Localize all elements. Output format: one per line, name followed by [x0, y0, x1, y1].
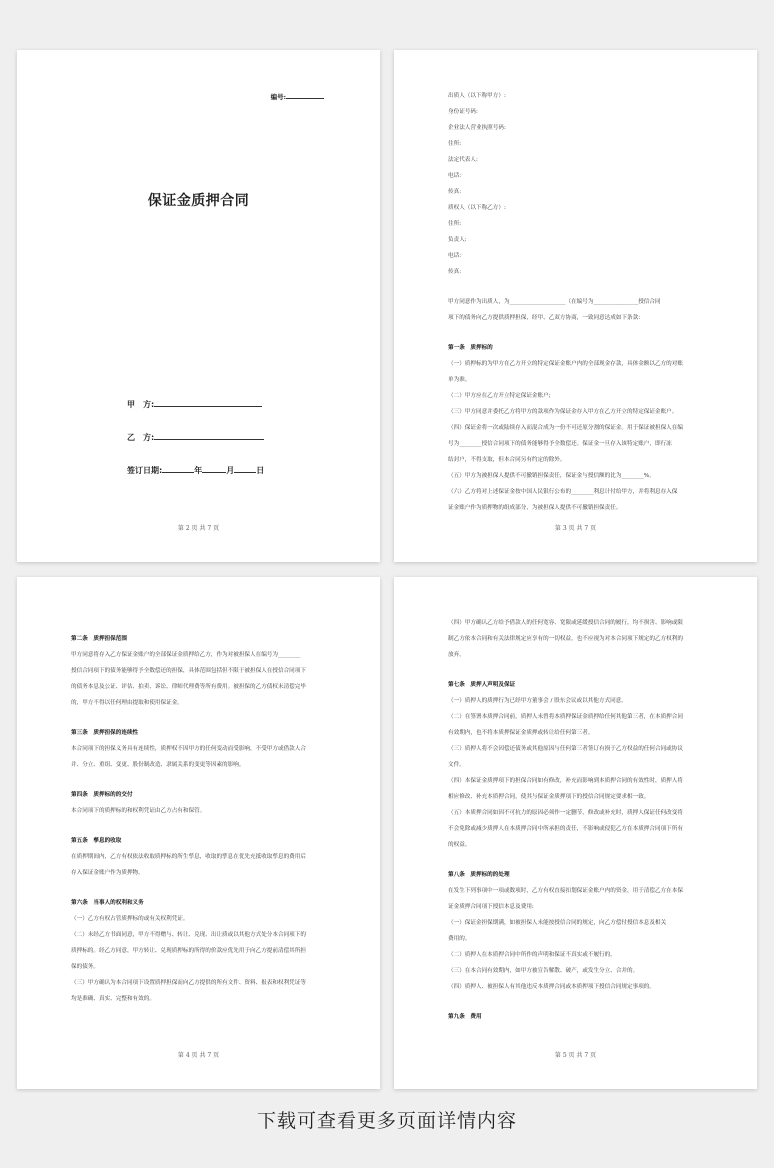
- clause-line: 的，甲方不得以任何理由提取和使用保证金。: [71, 700, 183, 706]
- clause-line: （三）在本合同有效期内，如甲方被宣告解散、破产，或发生分立、合并的。: [448, 968, 639, 974]
- party-b-label: 乙 方:: [127, 433, 155, 442]
- month-label: 月: [226, 466, 235, 475]
- party-line: 负责人:: [448, 237, 467, 243]
- article-heading: 第三条 质押担保的连续性: [71, 730, 139, 736]
- article-heading: 第二条 质押担保范围: [71, 636, 127, 642]
- clause-line: 在质押期间内，乙方有权依法收取质押标的所生孳息，收取的孳息在优先充抵收取孳息的费用后: [71, 854, 306, 860]
- clause-line: （三）甲方同意并委托乙方将甲方的款项作为保证金存入甲方在乙方开立的特定保证金账户。: [448, 409, 678, 415]
- clause-line: （四）保证金将一次或陆续存入而混合成为一份不可还原分割的保证金。用于保证被担保人在编: [448, 425, 683, 431]
- article-heading: 第九条 费用: [448, 1014, 482, 1020]
- party-line: 身份证号码:: [448, 109, 478, 115]
- contract-page-5: [394, 577, 757, 1089]
- party-a-blank: [154, 398, 262, 407]
- month-blank: [202, 464, 226, 473]
- page-footer: 第 5 页 共 7 页: [554, 1052, 597, 1059]
- clause-line: 不会免除或减少质押人在本质押合同中所承担的责任，不影响或侵犯乙方在本质押合同项下所有: [448, 826, 683, 832]
- clause-line: （一）乙方有权占管质押标的或有关权利凭证。: [71, 916, 189, 922]
- party-line: 企业法人营业执照号码:: [448, 125, 506, 131]
- clause-line: 的权益。: [448, 842, 471, 848]
- article-heading: 第一条 质押标的: [448, 345, 493, 351]
- parties-list: [448, 88, 705, 280]
- day-blank: [234, 464, 256, 473]
- clause-line: 制乙方依本合同和有关法律规定应享有的一切权益，也不应视为对本合同项下规定的乙方权利的: [448, 636, 683, 642]
- clause-line: 本合同项下的质押标的和权利凭证由乙方占有和保管。: [71, 808, 206, 814]
- party-line: 住所:: [448, 221, 462, 227]
- page-footer: 第 4 页 共 7 页: [177, 1052, 220, 1059]
- contract-title: 保证金质押合同: [147, 193, 250, 209]
- article-heading: 第四条 质押标的的交付: [71, 792, 133, 798]
- clause-line: （二）在签署本质押合同前，质押人未曾将本质押保证金质押给任何其他第三者，在本质押合同: [448, 714, 683, 720]
- article-heading: 第五条 孳息的收取: [71, 838, 122, 844]
- party-line: 传真:: [448, 269, 462, 275]
- clause-line: （二）质押人在本质押合同中所作的声明和保证不真实或不履行的。: [448, 952, 616, 958]
- day-label: 日: [256, 466, 265, 475]
- party-a-field: [127, 398, 262, 410]
- clause-line: （一）质押人的质押行为已经甲方董事会 / 股东会议或以其他方式同意。: [448, 698, 627, 704]
- clause-line: （四）质押人、被担保人有其他违反本质押合同或本质押项下授信合同规定事项的。: [448, 984, 655, 990]
- clause-line: 的债务本息及公证、评估、拍卖、诉讼、律师代理费等所有费用。被担保的乙方债权未清偿完毕: [71, 684, 306, 690]
- party-line: 传真:: [448, 189, 462, 195]
- contract-number-field: [271, 92, 324, 101]
- article-heading: 第六条 当事人的权利和义务: [71, 900, 144, 906]
- clause-line: （四）甲方确认乙方给予借款人的任何宽容、宽限或延缓授信合同的履行，均不损害、影响或限: [448, 620, 683, 626]
- article-heading: 第七条 质押人声明及保证: [448, 682, 516, 688]
- clause-line: 相应修改、补充本质押合同，使其与保证金质押项下的授信合同规定要求相一致。: [448, 794, 650, 800]
- intro-line: 甲方同意作为出质人，为____________________（在编号为________________授信合同: [448, 299, 661, 305]
- party-line: 电话:: [448, 173, 462, 179]
- sign-date-label: 签订日期:: [127, 466, 163, 475]
- clause-line: 质押标的。经乙方同意，甲方转让、兑现质押标的所得的价款应优先用于向乙方提前清偿其所担: [71, 948, 306, 954]
- clause-line: （五）本质押合同如因不可抗力的原因必须作一定删节，修改或补充时，质押人保证任何改变将: [448, 810, 683, 816]
- page-body: [448, 88, 705, 516]
- clause-line: 证金质押合同项下授信本息及费用:: [448, 904, 534, 910]
- clause-line: 甲方同意将存入乙方保证金账户的全部保证金质押给乙方，作为对被担保人在编号为________: [71, 652, 301, 658]
- contract-number-label: 编号:: [270, 93, 286, 101]
- contract-cover-page: [17, 50, 380, 562]
- clause-line: 号为________授信合同项下的债务能够得予全数偿还。保证金一旦存入该特定账户，即行冻: [448, 441, 672, 447]
- clause-line: 并、分立、重组、变更、股份制改造、隶属关系的变更等因素的影响。: [71, 762, 245, 768]
- clause-line: （四）本保证金质押项下的担保合同如有修改，补充而影响到本质押合同的有效性时，质押人将: [448, 778, 683, 784]
- clause-line: （三）质押人将不会因偿还债务或其他原因与任何第三者签订有损于乙方权益的任何合同或协议: [448, 746, 683, 752]
- clause-line: 均是准确、真实、完整和有效的。: [71, 996, 155, 1002]
- clause-line: 费用的。: [448, 936, 471, 942]
- party-b-field: [127, 431, 264, 443]
- clause-line: （一）质押标的为甲方在乙方开立的特定保证金账户内的全部现金存款，具体金额以乙方的对账: [448, 361, 683, 367]
- clause-line: （六）乙方将对上述保证金按中国人民银行公布的________利息计付给甲方，并将利息存入保: [448, 489, 678, 495]
- year-blank: [162, 464, 194, 473]
- sign-date-field: [127, 464, 264, 476]
- party-line: 住所:: [448, 141, 462, 147]
- intro-line: 项下的债务向乙方提供质押担保，经甲、乙双方协商，一致同意达成如下条款:: [448, 315, 641, 321]
- contract-page-4: [17, 577, 380, 1089]
- clause-line: 存入保证金账户作为质押物。: [71, 870, 144, 876]
- party-line: 电话:: [448, 253, 462, 259]
- clause-line: 保的债务。: [71, 964, 99, 970]
- clause-line: 单为准。: [448, 377, 471, 383]
- page-footer: 第 2 页 共 7 页: [177, 525, 220, 532]
- clause-line: 证金账户作为质押物的组成部分，为被担保人提供不可撤销担保责任。: [448, 505, 622, 511]
- clause-line: （一）保证金担保期满，如被担保人未能按授信合同的规定，向乙方偿付授信本息及相关: [448, 920, 667, 926]
- clause-line: 放弃。: [448, 652, 465, 658]
- download-caption: 下载可查看更多页面详情内容: [256, 1110, 517, 1132]
- party-a-label: 甲 方:: [127, 400, 155, 409]
- clause-line: 有效期内，也不将本质押保证金质押或转让给任何第三者。: [448, 730, 594, 736]
- contract-number-blank: [286, 92, 324, 99]
- page-footer: 第 3 页 共 7 页: [554, 525, 597, 532]
- clause-line: 授信合同项下的债务能够得予全数偿还的担保，具体范围包括但不限于被担保人在授信合同项下: [71, 668, 306, 674]
- article-heading: 第八条 质押标的的处理: [448, 872, 510, 878]
- clause-line: 结封户，不得支取，但本合同另有约定的除外。: [448, 457, 566, 463]
- clause-line: （二）未经乙方书面同意，甲方不得赠与、转让、兑现、出让质或以其他方式处分本合同项下的: [71, 932, 306, 938]
- clause-line: 本合同项下的担保义务具有连续性，质押权不因甲方的任何变动而受影响，不受甲方或借款人合: [71, 746, 306, 752]
- page-body: [448, 615, 705, 1025]
- party-line: 法定代表人:: [448, 157, 478, 163]
- clause-line: （五）甲方为被担保人提供不可撤销担保责任，保证金与授信额的比为________%。: [448, 473, 655, 479]
- clause-line: 文件。: [448, 762, 465, 768]
- party-line: 质权人（以下称乙方）:: [448, 205, 506, 211]
- year-label: 年: [194, 466, 203, 475]
- clause-line: （二）甲方应在乙方开立特定保证金账户;: [448, 393, 551, 399]
- contract-page-3: [394, 50, 757, 562]
- clause-line: 在发生下列事项中一项或数项时，乙方有权直接扣划保证金账户内的资金，用于清偿乙方在本保: [448, 888, 683, 894]
- party-b-blank: [154, 431, 264, 440]
- page-body: [71, 631, 328, 1007]
- clause-line: （三）甲方确认为本合同项下设置质押担保而向乙方提供的所有文件、资料、报表和权利凭证等: [71, 980, 306, 986]
- party-line: 出质人（以下称甲方）:: [448, 93, 506, 99]
